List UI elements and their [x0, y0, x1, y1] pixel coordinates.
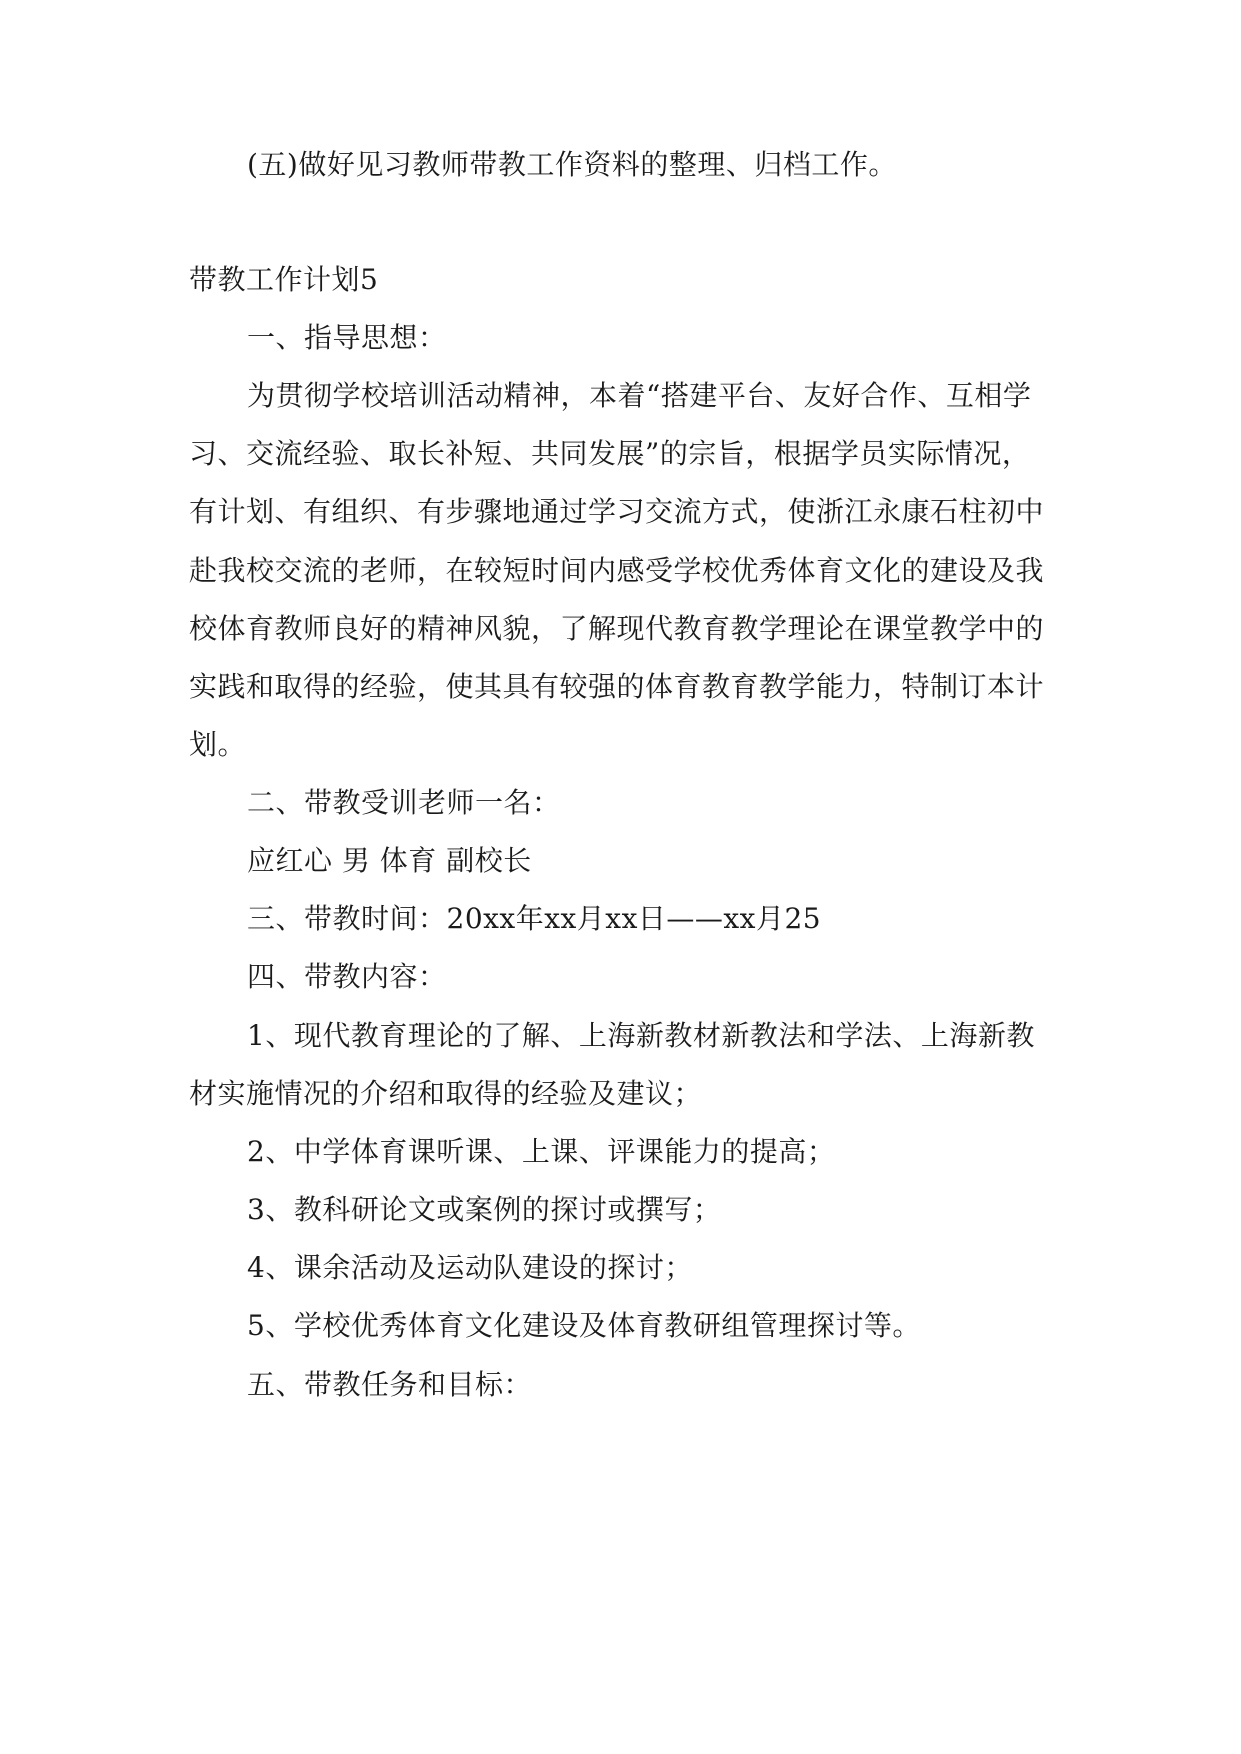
- section-title: 带教工作计划5: [189, 263, 379, 296]
- heading-time: 三、带教时间：20xx年xx月xx日——xx月25: [247, 902, 822, 935]
- paragraph-line: 为贯彻学校培训活动精神，本着“搭建平台、友好合作、互相学: [247, 379, 1032, 412]
- list-item: 3、教科研论文或案例的探讨或撰写；: [247, 1193, 722, 1226]
- heading-tasks: 五、带教任务和目标：: [247, 1368, 533, 1401]
- heading-guiding-thought: 一、指导思想：: [247, 321, 447, 354]
- list-item: 5、学校优秀体育文化建设及体育教研组管理探讨等。: [247, 1309, 921, 1342]
- paragraph-line: 赴我校交流的老师，在较短时间内感受学校优秀体育文化的建设及我: [189, 554, 1045, 587]
- heading-trainee: 二、带教受训老师一名：: [247, 786, 561, 819]
- list-item-continuation: 材实施情况的介绍和取得的经验及建议；: [189, 1077, 703, 1110]
- heading-content: 四、带教内容：: [247, 960, 447, 993]
- paragraph-line: 校体育教师良好的精神风貌，了解现代教育教学理论在课堂教学中的: [189, 612, 1045, 645]
- paragraph-line: (五)做好见习教师带教工作资料的整理、归档工作。: [247, 148, 897, 181]
- list-item: 4、课余活动及运动队建设的探讨；: [247, 1251, 693, 1284]
- trainee-info: 应红心 男 体育 副校长: [247, 844, 532, 877]
- list-item: 1、现代教育理论的了解、上海新教材新教法和学法、上海新教: [247, 1019, 1035, 1052]
- paragraph-line: 有计划、有组织、有步骤地通过学习交流方式，使浙江永康石柱初中: [189, 495, 1045, 528]
- paragraph-line: 划。: [189, 728, 247, 761]
- paragraph-line: 实践和取得的经验，使其具有较强的体育教育教学能力，特制订本计: [189, 670, 1045, 703]
- list-item: 2、中学体育课听课、上课、评课能力的提高；: [247, 1135, 836, 1168]
- paragraph-line: 习、交流经验、取长补短、共同发展”的宗旨，根据学员实际情况，: [189, 437, 1031, 470]
